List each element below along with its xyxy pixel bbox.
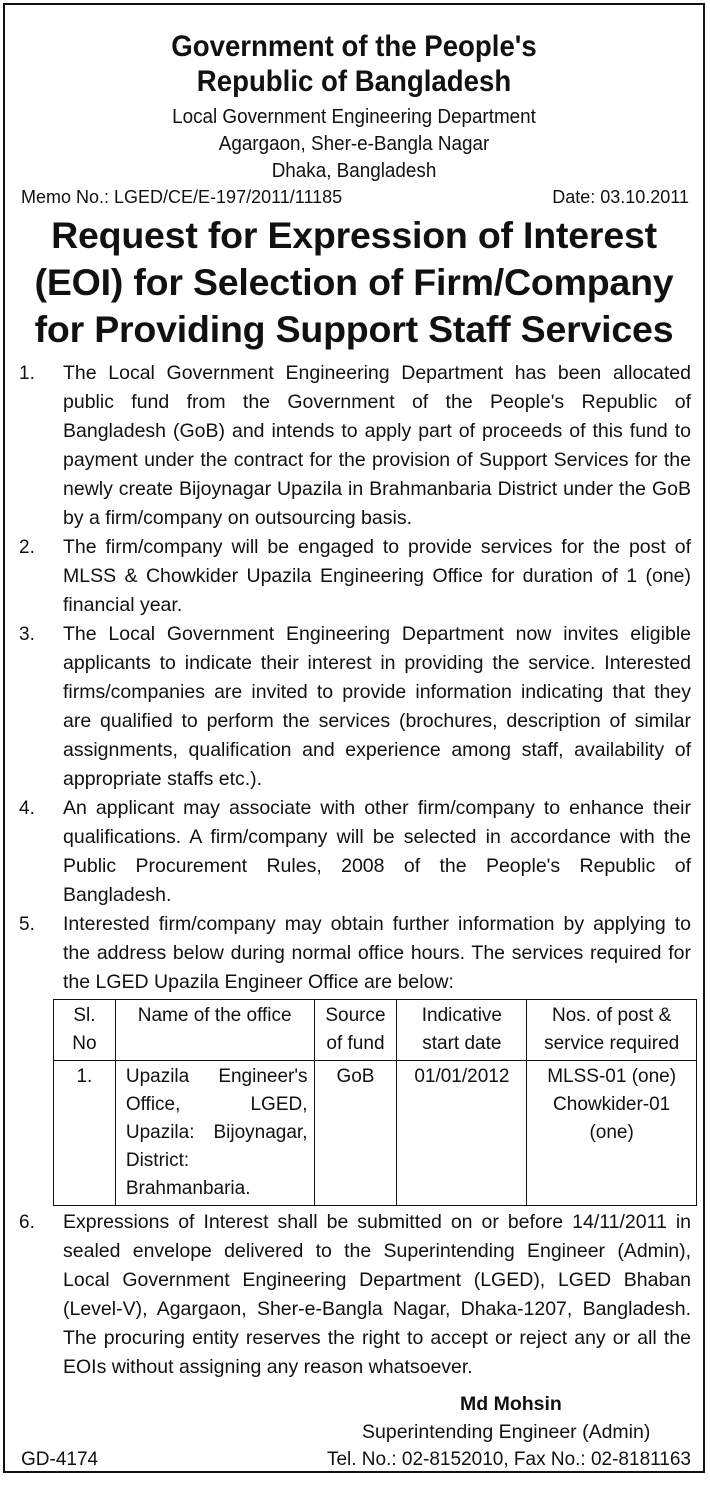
clause-text: Expressions of Interest shall be submitted on or before 14/11/2011 in sealed envelope delivered to the Superintending Engineer (Admin), Local Government Engineering Department (LGED), LGED Bhaban (Level-V), Agargaon, Sher-e-Bangla Nagar, Dhaka-1207, Bangladesh. The procuring entity reserves the right to accept or reject any or all the EOIs without assigning any reason whatsoever. xyxy=(63,1211,691,1378)
title-line3: for Providing Support Staff Services xyxy=(34,308,674,350)
cell-fund: GoB xyxy=(314,1061,397,1206)
address-line2: Dhaka, Bangladesh xyxy=(271,159,437,182)
header-start-date xyxy=(397,1000,527,1061)
clause-number: 5. xyxy=(19,914,35,935)
cell-posts xyxy=(527,1061,697,1206)
clause-3 xyxy=(5,620,703,794)
services-table xyxy=(53,999,697,1206)
clause-1 xyxy=(5,359,703,533)
posts-line3: (one) xyxy=(589,1122,634,1143)
clause-number: 1. xyxy=(19,363,35,384)
contact-numbers: Tel. No.: 02-8152010, Fax No.: 02-8181163 xyxy=(326,1449,691,1470)
posts-line1: MLSS-01 (one) xyxy=(547,1066,677,1087)
cell-office: Upazila Engineer's Office, LGED, Upazila: Bijoynagar, District: Brahmanbaria. xyxy=(115,1061,314,1206)
header-fund-line1: Source xyxy=(325,1005,386,1026)
clause-5 xyxy=(5,910,703,997)
header-fund xyxy=(314,1000,397,1061)
government-name-line2: Republic of Bangladesh xyxy=(196,65,512,98)
clause-number: 3. xyxy=(19,624,35,645)
header xyxy=(5,29,703,184)
header-sl-line1: Sl. xyxy=(73,1005,96,1026)
cell-sl: 1. xyxy=(54,1061,116,1206)
clause-6 xyxy=(5,1208,703,1382)
memo-date: Date: 03.10.2011 xyxy=(552,187,689,207)
eoi-notice xyxy=(3,3,705,1473)
clause-text: An applicant may associate with other firm/company to enhance their qualifications. A firm/company will be selected in accordance with the Public Procurement Rules, 2008 of the People's Republic of Bangladesh. xyxy=(63,797,691,906)
header-office: Name of the office xyxy=(115,1000,314,1061)
memo-row xyxy=(5,186,703,208)
signatory-title: Superintending Engineer (Admin) xyxy=(362,1421,651,1443)
clause-number: 6. xyxy=(19,1212,35,1233)
signatory-name: Md Mohsin xyxy=(460,1393,562,1415)
header-date-line2: start date xyxy=(422,1033,502,1054)
table-header-row xyxy=(54,1000,697,1061)
clause-text: The Local Government Engineering Department now invites eligible applicants to indicate their interest in providing the service. Interested firms/companies are invited to provide information indicating that they are qualified to perform the services (brochures, description of similar assignments, qualification and experience among staff, availability of appropriate staffs etc.). xyxy=(63,623,691,790)
address-line1: Agargaon, Sher-e-Bangla Nagar xyxy=(218,132,490,155)
clause-text: Interested firm/company may obtain further information by applying to the address below during normal office hours. The services required for the LGED Upazila Engineer Office are below: xyxy=(63,913,691,993)
department-name: Local Government Engineering Department xyxy=(172,105,536,128)
posts-line2: Chowkider-01 xyxy=(553,1094,671,1115)
clause-text: The Local Government Engineering Department has been allocated public fund from the Government of the People's Republic of Bangladesh (GoB) and intends to apply part of proceeds of this fund to payment under the contract for the provision of Support Services for the newly create Bijoynagar Upazila in Brahmanbaria District under the GoB by a firm/company on outsourcing basis. xyxy=(63,362,691,529)
clause-number: 4. xyxy=(19,798,35,819)
clauses xyxy=(5,359,703,1382)
header-sl xyxy=(54,1000,116,1061)
header-date-line1: Indicative xyxy=(421,1005,502,1026)
header-sl-line2: No xyxy=(72,1033,97,1054)
clause-4 xyxy=(5,794,703,910)
government-name-line1: Government of the People's xyxy=(171,30,537,63)
title-line2: (EOI) for Selection of Firm/Company xyxy=(34,261,674,303)
header-posts-line2: service required xyxy=(544,1033,680,1054)
table-row xyxy=(54,1061,697,1206)
header-posts xyxy=(527,1000,697,1061)
header-fund-line2: of fund xyxy=(326,1033,385,1054)
title-line1: Request for Expression of Interest xyxy=(51,214,657,256)
cell-start-date: 01/01/2012 xyxy=(397,1061,527,1206)
memo-number: Memo No.: LGED/CE/E-197/2011/11185 xyxy=(21,187,343,207)
clause-number: 2. xyxy=(19,537,35,558)
header-posts-line1: Nos. of post & xyxy=(551,1005,672,1026)
notice-title xyxy=(5,212,703,353)
clause-text: The firm/company will be engaged to provide services for the post of MLSS & Chowkider Upazila Engineering Office for duration of 1 (one) financial year. xyxy=(63,536,691,616)
clause-2 xyxy=(5,533,703,620)
reference-number: GD-4174 xyxy=(21,1449,99,1470)
